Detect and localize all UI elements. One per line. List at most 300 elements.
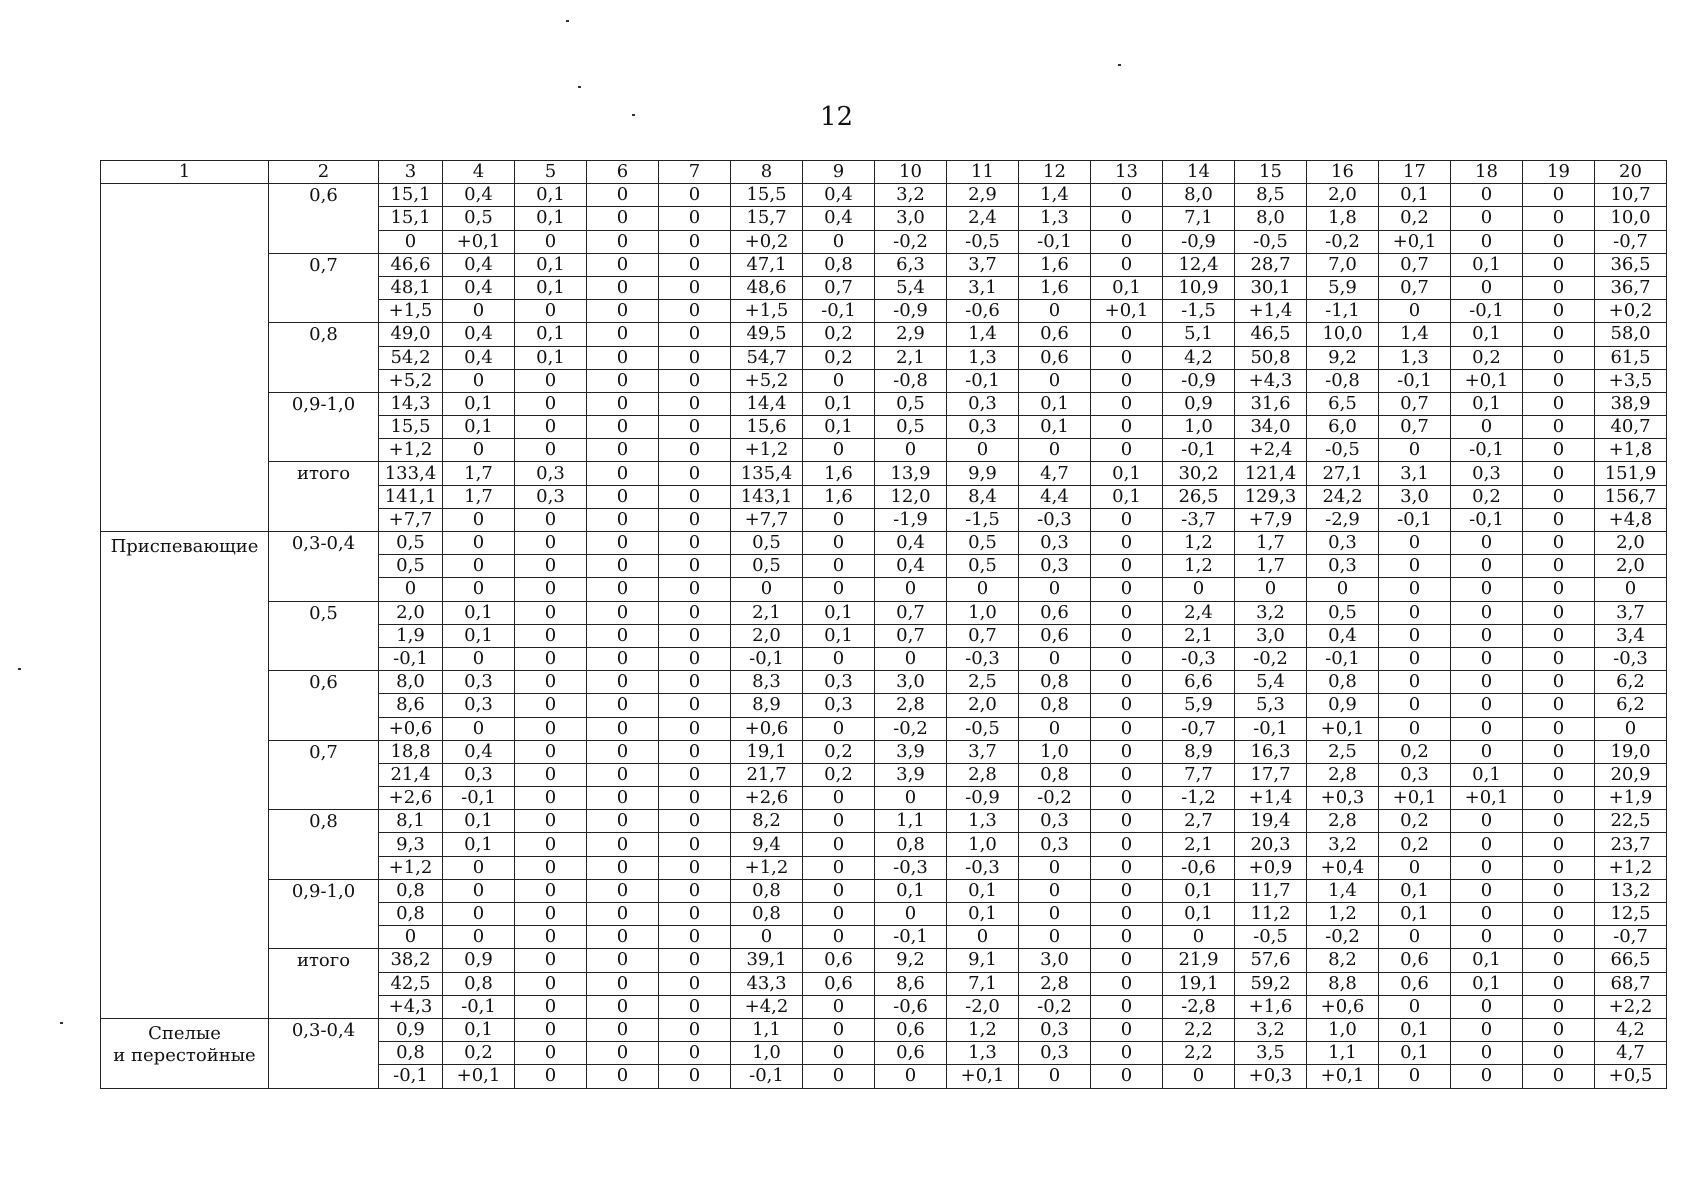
table-cell: 30,1	[1235, 276, 1307, 299]
table-cell: 0	[659, 184, 731, 207]
table-cell: -0,3	[1595, 647, 1667, 670]
subgroup-label: 0,3-0,4	[269, 1018, 379, 1088]
table-cell: -0,7	[1595, 926, 1667, 949]
table-cell: 8,8	[1307, 972, 1379, 995]
table-cell: 3,0	[1235, 624, 1307, 647]
table-cell: 8,9	[731, 694, 803, 717]
table-cell: 0	[659, 346, 731, 369]
table-cell: 0	[1091, 369, 1163, 392]
table-cell: 0	[1091, 439, 1163, 462]
table-cell: 5,9	[1307, 276, 1379, 299]
table-cell: 15,7	[731, 207, 803, 230]
table-cell: 3,2	[1235, 1018, 1307, 1041]
group-label: Спелые и перестойные	[101, 1018, 269, 1088]
table-cell: +0,6	[379, 717, 443, 740]
table-cell: 0	[659, 532, 731, 555]
table-cell: 0	[659, 879, 731, 902]
table-cell: 0,6	[1019, 323, 1091, 346]
table-cell: 1,4	[1379, 323, 1451, 346]
table-cell: -0,1	[731, 647, 803, 670]
table-cell: 19,0	[1595, 740, 1667, 763]
table-cell: 0	[587, 253, 659, 276]
table-cell: 0,6	[1019, 346, 1091, 369]
table-cell: 0	[1091, 416, 1163, 439]
table-cell: 0	[659, 578, 731, 601]
table-cell: 0	[1379, 717, 1451, 740]
table-cell: 0	[1523, 671, 1595, 694]
table-cell: 0	[1523, 995, 1595, 1018]
table-cell: +0,1	[1379, 787, 1451, 810]
table-cell: 0	[515, 926, 587, 949]
table-cell: 0,1	[803, 416, 875, 439]
table-cell: 8,0	[379, 671, 443, 694]
table-cell: 0	[659, 1018, 731, 1041]
column-header: 11	[947, 161, 1019, 184]
table-cell: 3,4	[1595, 624, 1667, 647]
table-cell: 0	[1523, 369, 1595, 392]
subgroup-label: 0,6	[269, 184, 379, 254]
table-cell: 0,1	[1379, 184, 1451, 207]
table-cell: 8,3	[731, 671, 803, 694]
table-cell: 0,1	[803, 392, 875, 415]
table-cell: 15,6	[731, 416, 803, 439]
table-cell: 5,4	[1235, 671, 1307, 694]
subgroup-label: 0,3-0,4	[269, 532, 379, 602]
table-cell: 0,2	[803, 346, 875, 369]
table-cell: 0	[587, 833, 659, 856]
table-cell: +7,7	[731, 508, 803, 531]
table-cell: 0	[1019, 578, 1091, 601]
table-cell: 0,1	[803, 624, 875, 647]
table-cell: 3,0	[1019, 949, 1091, 972]
table-cell: -0,1	[443, 787, 515, 810]
table-cell: 0,6	[803, 949, 875, 972]
table-cell: 0	[1379, 601, 1451, 624]
table-cell: -0,5	[1235, 926, 1307, 949]
table-cell: +1,5	[731, 300, 803, 323]
table-cell: -1,1	[1307, 300, 1379, 323]
table-cell: 0,3	[1019, 1042, 1091, 1065]
table-cell: 0	[1523, 1065, 1595, 1088]
table-cell: 0	[1091, 856, 1163, 879]
table-cell: 6,3	[875, 253, 947, 276]
column-header: 5	[515, 161, 587, 184]
table-cell: 15,5	[731, 184, 803, 207]
table-cell: 0	[1019, 856, 1091, 879]
table-cell: 0,3	[947, 392, 1019, 415]
table-cell: 2,1	[731, 601, 803, 624]
table-cell: +0,1	[1307, 717, 1379, 740]
table-cell: 68,7	[1595, 972, 1667, 995]
table-cell: 0,6	[875, 1042, 947, 1065]
table-cell: +0,6	[1307, 995, 1379, 1018]
table-cell: 8,6	[875, 972, 947, 995]
table-cell: 0	[515, 647, 587, 670]
table-cell: 0,8	[731, 879, 803, 902]
subgroup-label: 0,8	[269, 323, 379, 393]
scan-speck	[60, 1022, 63, 1024]
table-cell: 0,1	[1379, 879, 1451, 902]
table-cell: 2,1	[1163, 624, 1235, 647]
table-cell: 0,1	[443, 392, 515, 415]
table-row	[101, 323, 1667, 346]
table-cell: +0,1	[947, 1065, 1019, 1088]
table-cell: 0	[1451, 1042, 1523, 1065]
table-cell: 0	[1523, 972, 1595, 995]
table-cell: 0,8	[1307, 671, 1379, 694]
table-cell: 0,1	[1091, 462, 1163, 485]
table-cell: 2,0	[1307, 184, 1379, 207]
table-cell: 8,9	[1163, 740, 1235, 763]
column-header: 10	[875, 161, 947, 184]
table-cell: 0	[803, 787, 875, 810]
table-cell: -0,2	[1019, 995, 1091, 1018]
table-cell: 0,1	[947, 879, 1019, 902]
table-cell: 0	[1379, 624, 1451, 647]
table-cell: 0	[1523, 276, 1595, 299]
table-cell: 0,8	[803, 253, 875, 276]
scan-speck	[578, 86, 581, 88]
table-cell: 0	[1091, 995, 1163, 1018]
table-cell: 0	[1523, 346, 1595, 369]
table-cell: 0	[659, 787, 731, 810]
scan-speck	[632, 114, 635, 116]
table-cell: 38,2	[379, 949, 443, 972]
table-cell: 11,7	[1235, 879, 1307, 902]
table-cell: 0,5	[379, 532, 443, 555]
table-cell: 0	[443, 439, 515, 462]
table-cell: 0	[587, 578, 659, 601]
table-cell: 0	[515, 879, 587, 902]
table-cell: 0	[1451, 879, 1523, 902]
table-cell: 0,1	[803, 601, 875, 624]
table-cell: 9,9	[947, 462, 1019, 485]
table-cell: 0	[1451, 671, 1523, 694]
table-cell: 0	[947, 578, 1019, 601]
table-cell: 10,0	[1307, 323, 1379, 346]
table-cell: 0,3	[443, 694, 515, 717]
subgroup-label: итого	[269, 462, 379, 532]
table-cell: 0	[1451, 207, 1523, 230]
table-cell: 49,5	[731, 323, 803, 346]
table-cell: 0,3	[1019, 555, 1091, 578]
table-cell: 0	[587, 624, 659, 647]
table-cell: 0	[1379, 532, 1451, 555]
table-cell: 0	[1523, 323, 1595, 346]
table-cell: 8,2	[731, 810, 803, 833]
table-row	[101, 392, 1667, 415]
table-cell: 17,7	[1235, 763, 1307, 786]
subgroup-label: 0,8	[269, 810, 379, 880]
table-cell: +0,5	[1595, 1065, 1667, 1088]
table-cell: +1,4	[1235, 300, 1307, 323]
table-cell: 0,5	[731, 532, 803, 555]
table-cell: 0	[587, 392, 659, 415]
table-cell: 0	[1019, 369, 1091, 392]
table-cell: 0	[659, 323, 731, 346]
table-cell: 8,2	[1307, 949, 1379, 972]
table-cell: 0,3	[1019, 532, 1091, 555]
table-cell: 1,7	[1235, 532, 1307, 555]
table-cell: 43,3	[731, 972, 803, 995]
table-cell: 14,3	[379, 392, 443, 415]
table-cell: 0,1	[1091, 276, 1163, 299]
table-cell: 0	[1523, 392, 1595, 415]
table-cell: 8,4	[947, 485, 1019, 508]
table-cell: 0	[515, 300, 587, 323]
subgroup-label: 0,7	[269, 740, 379, 810]
table-cell: 2,8	[1019, 972, 1091, 995]
table-cell: 0	[1451, 624, 1523, 647]
table-cell: 3,2	[1307, 833, 1379, 856]
table-cell: 0,3	[443, 671, 515, 694]
table-cell: 0	[587, 763, 659, 786]
table-cell: 9,2	[875, 949, 947, 972]
table-cell: 0	[1091, 1018, 1163, 1041]
table-cell: +0,6	[731, 717, 803, 740]
table-cell: 0	[1595, 717, 1667, 740]
table-cell: 0,3	[1451, 462, 1523, 485]
column-header: 17	[1379, 161, 1451, 184]
table-cell: 135,4	[731, 462, 803, 485]
table-cell: 0	[515, 624, 587, 647]
table-cell: -0,9	[1163, 369, 1235, 392]
table-cell: 0	[803, 810, 875, 833]
table-cell: 20,3	[1235, 833, 1307, 856]
table-cell: 0,3	[947, 416, 1019, 439]
table-cell: 0	[587, 276, 659, 299]
table-cell: 0	[443, 926, 515, 949]
table-cell: +4,3	[1235, 369, 1307, 392]
table-cell: 0	[443, 532, 515, 555]
table-cell: 6,2	[1595, 671, 1667, 694]
table-cell: 4,2	[1595, 1018, 1667, 1041]
table-cell: 0	[803, 833, 875, 856]
table-cell: 21,9	[1163, 949, 1235, 972]
table-cell: 0	[515, 740, 587, 763]
table-cell: 0	[1091, 787, 1163, 810]
table-cell: +4,3	[379, 995, 443, 1018]
table-cell: 3,2	[1235, 601, 1307, 624]
table-cell: 1,6	[803, 462, 875, 485]
table-cell: 0	[1523, 300, 1595, 323]
table-cell: 0,1	[515, 207, 587, 230]
table-cell: +1,4	[1235, 787, 1307, 810]
table-cell: 0	[1523, 740, 1595, 763]
table-cell: 0	[1235, 578, 1307, 601]
table-cell: 0	[515, 416, 587, 439]
table-cell: 2,9	[875, 323, 947, 346]
table-cell: 0	[1091, 926, 1163, 949]
column-header: 13	[1091, 161, 1163, 184]
table-cell: 40,7	[1595, 416, 1667, 439]
table-cell: 0	[659, 926, 731, 949]
table-cell: 0,3	[515, 485, 587, 508]
subgroup-label: 0,5	[269, 601, 379, 671]
table-cell: 0,1	[515, 323, 587, 346]
table-cell: 0,4	[803, 207, 875, 230]
table-cell: 0	[587, 207, 659, 230]
table-cell: 121,4	[1235, 462, 1307, 485]
table-cell: +3,5	[1595, 369, 1667, 392]
table-cell: 54,7	[731, 346, 803, 369]
table-cell: 54,2	[379, 346, 443, 369]
table-cell: 19,1	[1163, 972, 1235, 995]
table-row	[101, 184, 1667, 207]
column-header: 14	[1163, 161, 1235, 184]
table-cell: 0	[659, 555, 731, 578]
table-cell: 0	[1523, 532, 1595, 555]
table-cell: 0	[587, 439, 659, 462]
table-cell: 2,8	[1307, 763, 1379, 786]
table-row	[101, 253, 1667, 276]
table-cell: 1,8	[1307, 207, 1379, 230]
table-cell: -0,7	[1595, 230, 1667, 253]
table-cell: 0	[1091, 833, 1163, 856]
table-cell: 0	[1091, 601, 1163, 624]
table-cell: 0	[1451, 717, 1523, 740]
table-cell: 2,9	[947, 184, 1019, 207]
table-cell: 0,1	[1451, 392, 1523, 415]
table-cell: 0	[659, 369, 731, 392]
table-cell: 0	[587, 300, 659, 323]
table-cell: 0,1	[515, 184, 587, 207]
table-cell: 0	[1451, 647, 1523, 670]
table-cell: 0,7	[803, 276, 875, 299]
table-cell: 1,0	[947, 833, 1019, 856]
table-cell: 0	[515, 856, 587, 879]
table-cell: 15,1	[379, 207, 443, 230]
table-cell: 0	[659, 810, 731, 833]
table-cell: -0,1	[803, 300, 875, 323]
table-cell: 0	[443, 555, 515, 578]
table-cell: 0	[1451, 856, 1523, 879]
table-cell: -0,5	[1307, 439, 1379, 462]
table-cell: 0	[515, 717, 587, 740]
table-cell: 11,2	[1235, 903, 1307, 926]
table-cell: 0	[1163, 578, 1235, 601]
table-cell: 0	[587, 717, 659, 740]
table-cell: 143,1	[731, 485, 803, 508]
table-cell: 0	[659, 416, 731, 439]
table-cell: 0	[443, 578, 515, 601]
scan-speck	[1118, 64, 1121, 66]
table-cell: 0,1	[443, 810, 515, 833]
table-cell: 21,4	[379, 763, 443, 786]
column-header: 4	[443, 161, 515, 184]
table-cell: 26,5	[1163, 485, 1235, 508]
table-cell: 42,5	[379, 972, 443, 995]
table-cell: 3,9	[875, 740, 947, 763]
table-cell: +2,6	[379, 787, 443, 810]
table-cell: 2,0	[731, 624, 803, 647]
table-cell: 0	[1523, 253, 1595, 276]
table-cell: 0	[515, 671, 587, 694]
table-cell: 0	[1523, 624, 1595, 647]
table-cell: 0	[1451, 601, 1523, 624]
column-header: 18	[1451, 161, 1523, 184]
table-cell: 0	[1451, 926, 1523, 949]
table-cell: 0,2	[803, 740, 875, 763]
table-row	[101, 462, 1667, 485]
table-cell: 0,4	[443, 253, 515, 276]
table-cell: -0,3	[1019, 508, 1091, 531]
table-cell: -3,7	[1163, 508, 1235, 531]
table-cell: 0	[1523, 903, 1595, 926]
table-cell: -1,5	[947, 508, 1019, 531]
table-cell: 0,4	[443, 346, 515, 369]
table-cell: 0	[659, 601, 731, 624]
table-cell: 0,4	[443, 184, 515, 207]
table-cell: +7,9	[1235, 508, 1307, 531]
table-cell: 0	[1451, 995, 1523, 1018]
table-cell: 0,7	[947, 624, 1019, 647]
table-cell: 0,9	[1163, 392, 1235, 415]
table-cell: 23,7	[1595, 833, 1667, 856]
table-cell: 38,9	[1595, 392, 1667, 415]
table-cell: 0	[875, 439, 947, 462]
table-cell: 58,0	[1595, 323, 1667, 346]
table-cell: 0	[1379, 578, 1451, 601]
table-cell: 2,0	[379, 601, 443, 624]
table-cell: 0	[659, 230, 731, 253]
table-cell: 0	[443, 300, 515, 323]
table-cell: 0	[1523, 416, 1595, 439]
table-cell: 0	[587, 879, 659, 902]
table-cell: 36,5	[1595, 253, 1667, 276]
table-cell: 0	[1451, 694, 1523, 717]
table-cell: 50,8	[1235, 346, 1307, 369]
table-cell: 0,6	[803, 972, 875, 995]
table-cell: 0	[587, 1042, 659, 1065]
table-cell: 0	[1163, 1065, 1235, 1088]
scan-speck	[18, 668, 21, 670]
table-cell: +4,8	[1595, 508, 1667, 531]
table-cell: 0,3	[1307, 555, 1379, 578]
table-cell: 0,7	[1379, 416, 1451, 439]
table-cell: 21,7	[731, 763, 803, 786]
table-cell: 0	[1091, 230, 1163, 253]
table-cell: 9,4	[731, 833, 803, 856]
table-cell: 0	[515, 369, 587, 392]
table-cell: 0	[1523, 207, 1595, 230]
table-cell: +5,2	[731, 369, 803, 392]
table-cell: 16,3	[1235, 740, 1307, 763]
table-cell: 0,9	[1307, 694, 1379, 717]
table-cell: 8,0	[1235, 207, 1307, 230]
table-cell: 46,5	[1235, 323, 1307, 346]
table-cell: 0	[515, 601, 587, 624]
table-cell: 0	[803, 230, 875, 253]
table-cell: -2,9	[1307, 508, 1379, 531]
table-cell: 0	[1019, 647, 1091, 670]
table-cell: 9,1	[947, 949, 1019, 972]
table-cell: 0,3	[1379, 763, 1451, 786]
table-cell: 0,1	[1019, 416, 1091, 439]
table-cell: 0,1	[1451, 253, 1523, 276]
table-cell: 5,4	[875, 276, 947, 299]
table-cell: 2,2	[1163, 1018, 1235, 1041]
table-cell: 0	[803, 856, 875, 879]
table-cell: 3,5	[1235, 1042, 1307, 1065]
table-cell: 0,2	[803, 763, 875, 786]
table-cell: 0	[1523, 879, 1595, 902]
column-header: 1	[101, 161, 269, 184]
table-cell: 1,3	[1019, 207, 1091, 230]
table-cell: 0,3	[1307, 532, 1379, 555]
table-cell: 0,5	[947, 532, 1019, 555]
table-cell: 0	[1091, 1042, 1163, 1065]
